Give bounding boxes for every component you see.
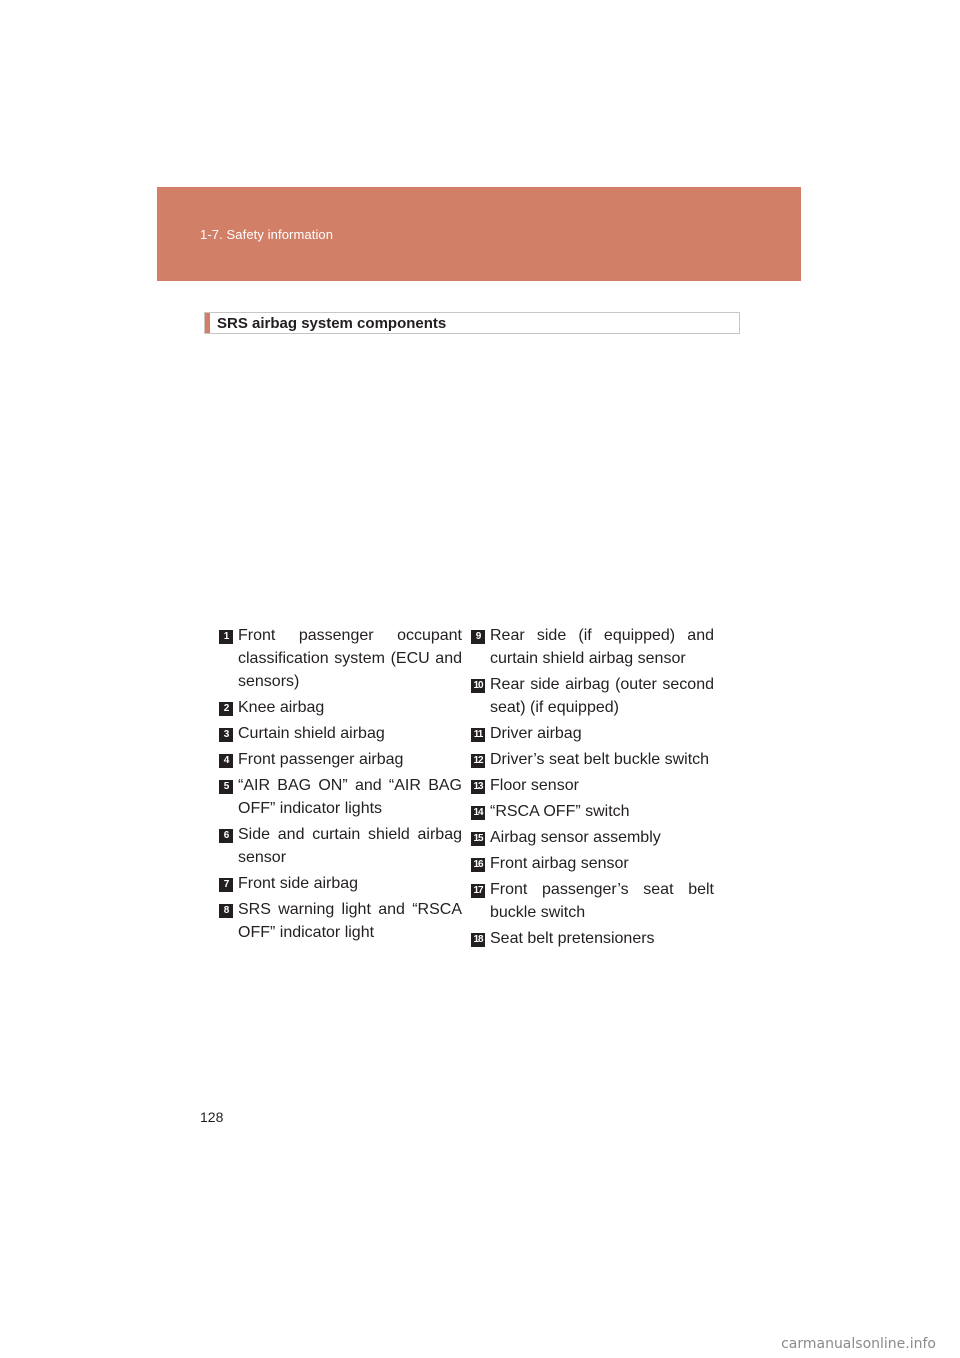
legend-number: 8 (219, 904, 233, 918)
legend-number: 11 (471, 728, 485, 742)
legend-text: Front passenger airbag (238, 751, 404, 768)
illustration-area (204, 342, 740, 612)
section-title-box (204, 312, 740, 334)
legend-number: 16 (471, 858, 485, 872)
legend-text: Knee airbag (238, 699, 325, 716)
legend-item (470, 774, 714, 797)
legend-number: 10 (471, 679, 485, 693)
legend-number: 15 (471, 832, 485, 846)
legend-right-column (470, 624, 714, 953)
legend-item (470, 800, 714, 823)
legend-number: 4 (219, 754, 233, 768)
legend-text: Rear side (if equipped) and curtain shield airbag sensor (490, 627, 714, 667)
watermark: carmanualsonline.info (781, 1336, 936, 1352)
legend-text: “AIR BAG ON” and “AIR BAG OFF” indicator lights (238, 777, 462, 817)
legend-number: 12 (471, 754, 485, 768)
legend-item (470, 878, 714, 924)
legend-text: Driver’s seat belt buckle switch (490, 751, 710, 768)
legend-text: Front airbag sensor (490, 855, 629, 872)
legend-number: 2 (219, 702, 233, 716)
legend-text: “RSCA OFF” switch (490, 803, 630, 820)
legend-number: 18 (471, 933, 485, 947)
legend-text: SRS warning light and “RSCA OFF” indicator light (238, 901, 462, 941)
legend-text: Seat belt pretensioners (490, 930, 655, 947)
legend-item (218, 696, 462, 719)
legend-text: Curtain shield airbag (238, 725, 385, 742)
legend-item (218, 722, 462, 745)
legend-text: Rear side airbag (outer second seat) (if equipped) (490, 676, 714, 716)
legend-item (218, 872, 462, 895)
legend-text: Airbag sensor assembly (490, 829, 661, 846)
legend-item (470, 624, 714, 670)
legend-text: Driver airbag (490, 725, 582, 742)
title-accent-bar (205, 313, 210, 333)
legend-number: 7 (219, 878, 233, 892)
legend-text: Floor sensor (490, 777, 579, 794)
legend-item (218, 823, 462, 869)
legend-item (470, 722, 714, 745)
legend-number: 14 (471, 806, 485, 820)
legend-item (218, 748, 462, 771)
legend-number: 5 (219, 780, 233, 794)
legend-left-column (218, 624, 462, 947)
legend-number: 17 (471, 884, 485, 898)
legend-item (470, 673, 714, 719)
legend-item (218, 898, 462, 944)
legend-text: Front passenger occupant classification system (ECU and sensors) (238, 627, 462, 690)
legend-number: 13 (471, 780, 485, 794)
legend-number: 6 (219, 829, 233, 843)
legend-number: 9 (471, 630, 485, 644)
section-breadcrumb: 1-7. Safety information (200, 227, 334, 242)
legend-number: 1 (219, 630, 233, 644)
legend-number: 3 (219, 728, 233, 742)
legend-item (218, 624, 462, 693)
legend-text: Front side airbag (238, 875, 359, 892)
page-number: 128 (200, 1109, 224, 1125)
legend-item (470, 852, 714, 875)
legend-item (470, 927, 714, 950)
legend-item (470, 826, 714, 849)
legend-item (470, 748, 714, 771)
section-title: SRS airbag system components (217, 315, 447, 332)
legend-text: Side and curtain shield airbag sensor (238, 826, 462, 866)
legend-text: Front passenger’s seat belt buckle switch (490, 881, 714, 921)
legend-item (218, 774, 462, 820)
